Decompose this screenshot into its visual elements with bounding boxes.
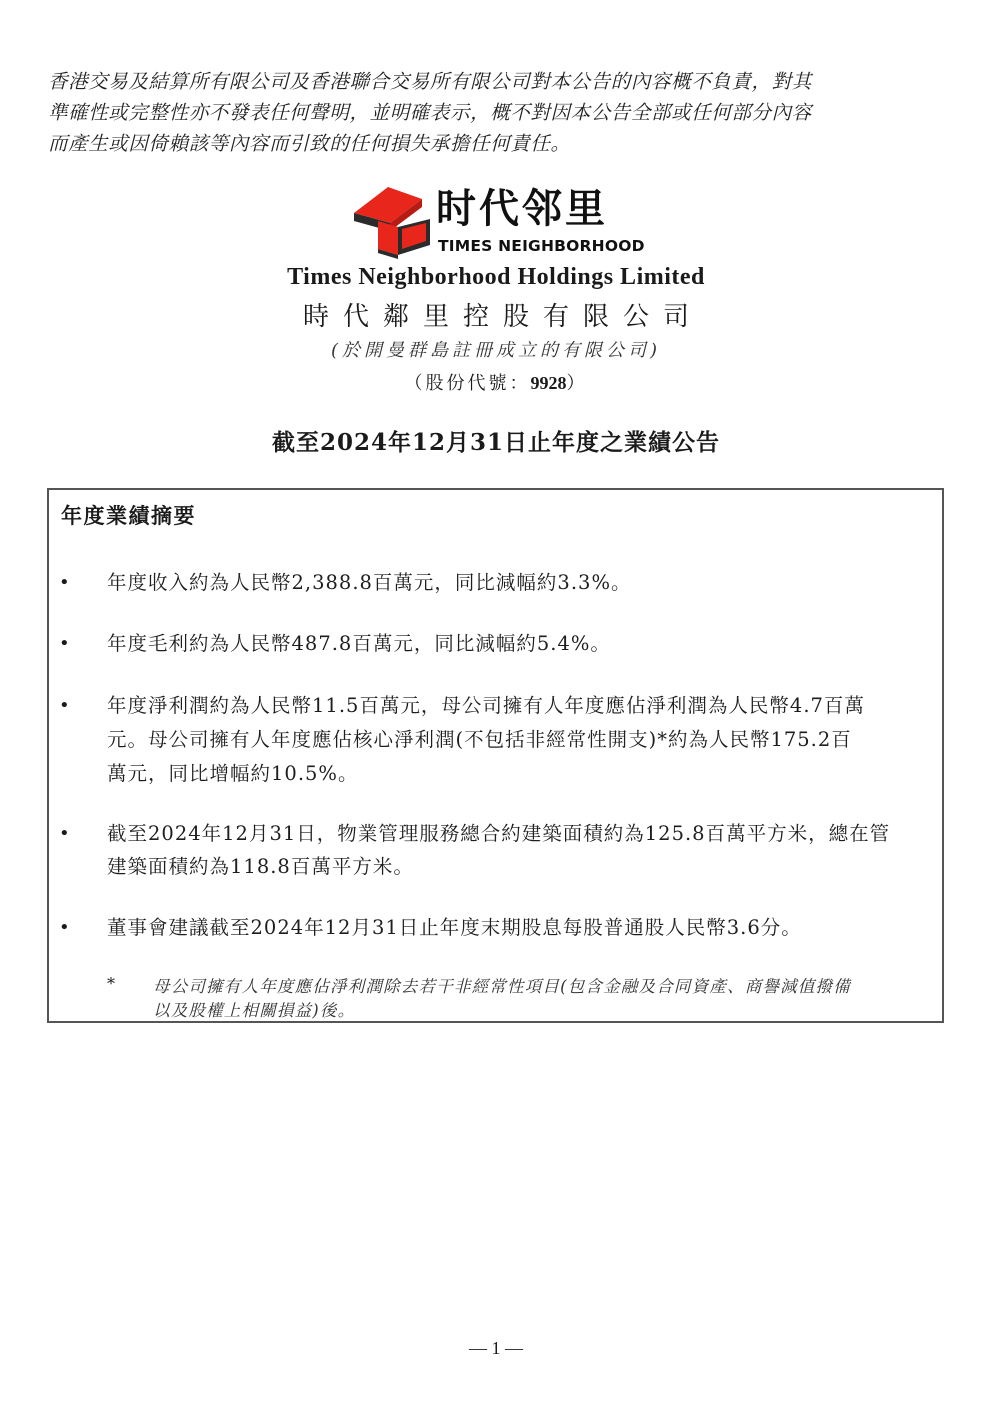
stock-code bbox=[0, 369, 992, 395]
logo-mark-icon bbox=[350, 183, 434, 259]
incorporation-note: (於開曼群島註冊成立的有限公司) bbox=[330, 340, 662, 361]
footnote-mark: * bbox=[107, 974, 115, 993]
bullet: • bbox=[59, 695, 70, 716]
company-name-en: Times Neighborhood Holdings Limited bbox=[287, 264, 705, 290]
stock-code-value: 9928 bbox=[530, 373, 567, 393]
announcement-title: 截至2024年12月31日止年度之業績公告 bbox=[271, 429, 721, 456]
list-item-line: 年度淨利潤約為人民幣11.5百萬元，母公司擁有人年度應佔淨利潤為人民幣4.7百萬 bbox=[107, 694, 865, 717]
company-name-cn: 時代鄰里控股有限公司 bbox=[302, 302, 703, 332]
bullet: • bbox=[59, 572, 70, 593]
list-item-line: 截至2024年12月31日，物業管理服務總合約建築面積約為125.8百萬平方米，總在管 bbox=[107, 822, 891, 845]
bullet: • bbox=[59, 917, 70, 938]
list-item-line: 元。母公司擁有人年度應佔核心淨利潤(不包括非經常性開支)*約為人民幣175.2百 bbox=[107, 728, 852, 751]
disclaimer-line: 香港交易及結算所有限公司及香港聯合交易所有限公司對本公告的內容概不負責，對其 bbox=[48, 70, 812, 93]
footnote-line: 母公司擁有人年度應佔淨利潤除去若干非經常性項目(包含金融及合同資產、商譽減值撥備 bbox=[153, 977, 851, 996]
highlights-heading: 年度業績摘要 bbox=[61, 503, 196, 528]
highlights-box bbox=[47, 488, 944, 1023]
disclaimer bbox=[48, 66, 948, 159]
company-logo bbox=[350, 183, 650, 259]
logo-english-text: TIMES NEIGHBORHOOD bbox=[438, 237, 645, 255]
stock-code-label: （股份代號： bbox=[404, 373, 531, 394]
stock-code-close: ） bbox=[566, 373, 588, 394]
disclaimer-line: 準確性或完整性亦不發表任何聲明，並明確表示，概不對因本公告全部或任何部分內容 bbox=[48, 101, 812, 124]
disclaimer-line: 而產生或因倚賴該等內容而引致的任何損失承擔任何責任。 bbox=[48, 132, 571, 155]
footnote-line: 以及股權上相關損益)後。 bbox=[153, 1001, 356, 1020]
bullet: • bbox=[59, 823, 70, 844]
list-item-line: 年度毛利約為人民幣487.8百萬元，同比減幅約5.4%。 bbox=[107, 632, 611, 655]
list-item-line: 建築面積約為118.8百萬平方米。 bbox=[107, 855, 414, 878]
logo-chinese-text: 时代邻里 bbox=[436, 186, 608, 232]
page-number: — 1 — bbox=[469, 1338, 523, 1358]
list-item-line: 萬元，同比增幅約10.5%。 bbox=[107, 762, 359, 785]
bullet: • bbox=[59, 633, 70, 654]
list-item-line: 董事會建議截至2024年12月31日止年度末期股息每股普通股人民幣3.6分。 bbox=[107, 916, 802, 939]
list-item-line: 年度收入約為人民幣2,388.8百萬元，同比減幅約3.3%。 bbox=[107, 571, 632, 594]
